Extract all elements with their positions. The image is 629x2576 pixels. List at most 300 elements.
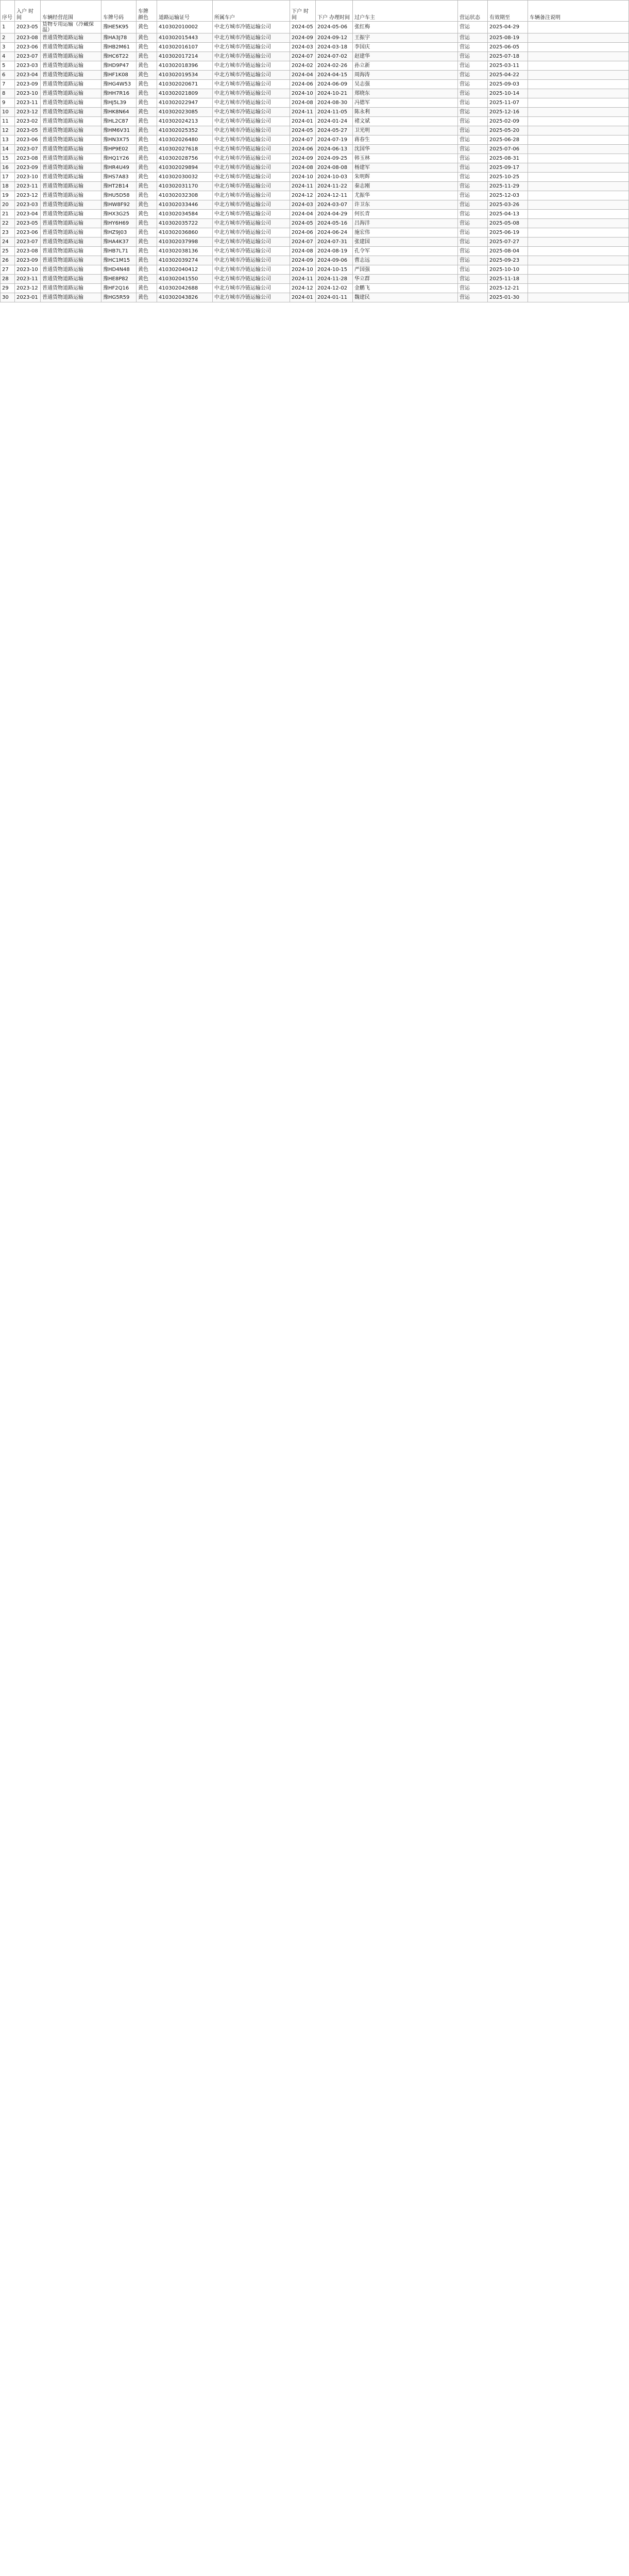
cell-entry-date: 2023-09 <box>15 163 41 173</box>
cell-plate-color: 黄色 <box>137 228 157 238</box>
cell-seq: 8 <box>1 89 15 98</box>
cell-exit-date: 2024-03 <box>290 200 316 210</box>
cell-remark <box>528 89 629 98</box>
col-remark-header: 车辆备注说明 <box>528 1 629 22</box>
cell-seq: 22 <box>1 219 15 228</box>
cell-plate: 豫HJ5L39 <box>101 98 137 108</box>
cell-transport-cert: 410302037998 <box>157 238 213 247</box>
cell-valid-until: 2025-07-18 <box>488 52 528 61</box>
cell-plate: 豫HA4K37 <box>101 238 137 247</box>
cell-exit-process-date: 2024-03-07 <box>316 200 353 210</box>
table-row <box>1 33 629 43</box>
cell-status: 营运 <box>458 228 488 238</box>
cell-transfer-owner: 孙立新 <box>353 61 458 71</box>
cell-plate: 豫HG4W53 <box>101 80 137 89</box>
cell-exit-process-date: 2024-02-26 <box>316 61 353 71</box>
cell-seq: 24 <box>1 238 15 247</box>
cell-owner: 中北方城市冷链运输公司 <box>213 80 290 89</box>
cell-transport-cert: 410302038136 <box>157 247 213 256</box>
cell-plate: 豫HB7L71 <box>101 247 137 256</box>
cell-seq: 10 <box>1 108 15 117</box>
cell-transport-cert: 410302041550 <box>157 275 213 284</box>
cell-plate: 豫HE8P82 <box>101 275 137 284</box>
col-entry-date-header: 入户 时间 <box>15 1 41 22</box>
cell-status: 营运 <box>458 135 488 145</box>
cell-exit-process-date: 2024-12-11 <box>316 191 353 200</box>
cell-entry-date: 2023-10 <box>15 265 41 275</box>
cell-status: 营运 <box>458 210 488 219</box>
table-row <box>1 163 629 173</box>
cell-status: 营运 <box>458 22 488 33</box>
cell-scope: 普通货物道路运输 <box>41 173 101 182</box>
cell-exit-date: 2024-04 <box>290 71 316 80</box>
cell-exit-date: 2024-11 <box>290 108 316 117</box>
cell-status: 营运 <box>458 61 488 71</box>
cell-plate-color: 黄色 <box>137 52 157 61</box>
cell-plate: 豫HB2M61 <box>101 43 137 52</box>
cell-remark <box>528 154 629 163</box>
table-row <box>1 228 629 238</box>
cell-owner: 中北方城市冷链运输公司 <box>213 89 290 98</box>
cell-entry-date: 2023-11 <box>15 275 41 284</box>
cell-plate-color: 黄色 <box>137 173 157 182</box>
cell-owner: 中北方城市冷链运输公司 <box>213 52 290 61</box>
cell-transfer-owner: 郑晓东 <box>353 89 458 98</box>
cell-scope: 普通货物道路运输 <box>41 154 101 163</box>
cell-scope: 普通货物道路运输 <box>41 275 101 284</box>
col-owner-header: 所属车户 <box>213 1 290 22</box>
cell-seq: 1 <box>1 22 15 33</box>
cell-transfer-owner: 朱明辉 <box>353 173 458 182</box>
cell-status: 营运 <box>458 219 488 228</box>
cell-valid-until: 2025-11-29 <box>488 182 528 191</box>
cell-exit-process-date: 2024-06-24 <box>316 228 353 238</box>
cell-transport-cert: 410302025352 <box>157 126 213 135</box>
table-row <box>1 219 629 228</box>
cell-entry-date: 2023-02 <box>15 117 41 126</box>
table-row <box>1 238 629 247</box>
cell-exit-date: 2024-08 <box>290 98 316 108</box>
cell-exit-date: 2024-01 <box>290 293 316 302</box>
cell-plate: 豫HY6H69 <box>101 219 137 228</box>
cell-transfer-owner: 周海涛 <box>353 71 458 80</box>
cell-remark <box>528 182 629 191</box>
cell-scope: 货物专用运输（冷藏保温） <box>41 22 101 33</box>
cell-seq: 26 <box>1 256 15 265</box>
cell-plate-color: 黄色 <box>137 98 157 108</box>
cell-transfer-owner: 严国强 <box>353 265 458 275</box>
cell-status: 营运 <box>458 173 488 182</box>
table-row <box>1 265 629 275</box>
cell-seq: 14 <box>1 145 15 154</box>
cell-transfer-owner: 秦志刚 <box>353 182 458 191</box>
cell-exit-date: 2024-10 <box>290 173 316 182</box>
cell-transport-cert: 410302029894 <box>157 163 213 173</box>
cell-remark <box>528 71 629 80</box>
cell-entry-date: 2023-12 <box>15 191 41 200</box>
cell-valid-until: 2025-12-21 <box>488 284 528 293</box>
cell-owner: 中北方城市冷链运输公司 <box>213 265 290 275</box>
cell-exit-date: 2024-02 <box>290 61 316 71</box>
cell-owner: 中北方城市冷链运输公司 <box>213 43 290 52</box>
cell-seq: 15 <box>1 154 15 163</box>
cell-remark <box>528 98 629 108</box>
cell-owner: 中北方城市冷链运输公司 <box>213 210 290 219</box>
cell-exit-date: 2024-11 <box>290 182 316 191</box>
cell-status: 营运 <box>458 256 488 265</box>
cell-entry-date: 2023-07 <box>15 145 41 154</box>
cell-owner: 中北方城市冷链运输公司 <box>213 117 290 126</box>
cell-owner: 中北方城市冷链运输公司 <box>213 163 290 173</box>
cell-transport-cert: 410302018396 <box>157 61 213 71</box>
cell-entry-date: 2023-08 <box>15 247 41 256</box>
table-row <box>1 210 629 219</box>
cell-seq: 2 <box>1 33 15 43</box>
cell-plate: 豫HR4U49 <box>101 163 137 173</box>
cell-remark <box>528 191 629 200</box>
cell-owner: 中北方城市冷链运输公司 <box>213 154 290 163</box>
cell-remark <box>528 265 629 275</box>
cell-remark <box>528 80 629 89</box>
cell-transport-cert: 410302026480 <box>157 135 213 145</box>
cell-exit-process-date: 2024-09-25 <box>316 154 353 163</box>
cell-entry-date: 2023-06 <box>15 135 41 145</box>
cell-transport-cert: 410302015443 <box>157 33 213 43</box>
cell-plate-color: 黄色 <box>137 219 157 228</box>
cell-seq: 29 <box>1 284 15 293</box>
cell-plate-color: 黄色 <box>137 145 157 154</box>
cell-exit-process-date: 2024-06-09 <box>316 80 353 89</box>
cell-plate-color: 黄色 <box>137 256 157 265</box>
cell-transport-cert: 410302016107 <box>157 43 213 52</box>
cell-exit-date: 2024-01 <box>290 117 316 126</box>
cell-remark <box>528 126 629 135</box>
cell-plate: 豫HF2Q16 <box>101 284 137 293</box>
cell-exit-process-date: 2024-08-08 <box>316 163 353 173</box>
cell-plate: 豫HT2B14 <box>101 182 137 191</box>
cell-scope: 普通货物道路运输 <box>41 200 101 210</box>
cell-plate-color: 黄色 <box>137 33 157 43</box>
cell-remark <box>528 22 629 33</box>
cell-scope: 普通货物道路运输 <box>41 247 101 256</box>
cell-exit-process-date: 2024-01-24 <box>316 117 353 126</box>
cell-exit-process-date: 2024-09-12 <box>316 33 353 43</box>
cell-seq: 4 <box>1 52 15 61</box>
cell-status: 营运 <box>458 247 488 256</box>
cell-scope: 普通货物道路运输 <box>41 219 101 228</box>
table-row <box>1 293 629 302</box>
cell-transport-cert: 410302027618 <box>157 145 213 154</box>
cell-entry-date: 2023-07 <box>15 238 41 247</box>
cell-owner: 中北方城市冷链运输公司 <box>213 182 290 191</box>
cell-scope: 普通货物道路运输 <box>41 256 101 265</box>
table-row <box>1 256 629 265</box>
cell-remark <box>528 210 629 219</box>
cell-remark <box>528 145 629 154</box>
cell-transfer-owner: 蒋春生 <box>353 135 458 145</box>
cell-entry-date: 2023-05 <box>15 22 41 33</box>
col-valid-until-header: 有效期至 <box>488 1 528 22</box>
cell-exit-process-date: 2024-07-02 <box>316 52 353 61</box>
cell-seq: 17 <box>1 173 15 182</box>
cell-transport-cert: 410302043826 <box>157 293 213 302</box>
cell-status: 营运 <box>458 191 488 200</box>
cell-plate: 豫HP9E02 <box>101 145 137 154</box>
cell-scope: 普通货物道路运输 <box>41 43 101 52</box>
cell-valid-until: 2025-02-09 <box>488 117 528 126</box>
cell-plate: 豫HS7A83 <box>101 173 137 182</box>
cell-plate: 豫HU5D58 <box>101 191 137 200</box>
cell-seq: 11 <box>1 117 15 126</box>
cell-valid-until: 2025-08-31 <box>488 154 528 163</box>
cell-owner: 中北方城市冷链运输公司 <box>213 228 290 238</box>
cell-remark <box>528 163 629 173</box>
cell-seq: 13 <box>1 135 15 145</box>
cell-exit-process-date: 2024-09-06 <box>316 256 353 265</box>
cell-entry-date: 2023-05 <box>15 219 41 228</box>
cell-plate-color: 黄色 <box>137 89 157 98</box>
cell-status: 营运 <box>458 265 488 275</box>
vehicle-register-sheet <box>0 0 629 302</box>
cell-valid-until: 2025-04-13 <box>488 210 528 219</box>
table-row <box>1 247 629 256</box>
cell-plate: 豫HD9P47 <box>101 61 137 71</box>
table-row <box>1 173 629 182</box>
cell-plate: 豫HG5R59 <box>101 293 137 302</box>
cell-plate: 豫HF1K08 <box>101 71 137 80</box>
cell-entry-date: 2023-09 <box>15 256 41 265</box>
cell-exit-date: 2024-08 <box>290 163 316 173</box>
cell-valid-until: 2025-11-18 <box>488 275 528 284</box>
cell-status: 营运 <box>458 80 488 89</box>
table-row <box>1 117 629 126</box>
cell-exit-date: 2024-09 <box>290 256 316 265</box>
cell-valid-until: 2025-10-10 <box>488 265 528 275</box>
cell-transport-cert: 410302021809 <box>157 89 213 98</box>
cell-exit-process-date: 2024-01-11 <box>316 293 353 302</box>
cell-exit-date: 2024-12 <box>290 191 316 200</box>
cell-exit-date: 2024-06 <box>290 80 316 89</box>
cell-status: 营运 <box>458 238 488 247</box>
cell-plate-color: 黄色 <box>137 22 157 33</box>
cell-status: 营运 <box>458 293 488 302</box>
cell-plate-color: 黄色 <box>137 275 157 284</box>
cell-scope: 普通货物道路运输 <box>41 33 101 43</box>
cell-scope: 普通货物道路运输 <box>41 135 101 145</box>
cell-valid-until: 2025-05-08 <box>488 219 528 228</box>
cell-exit-date: 2024-05 <box>290 22 316 33</box>
cell-exit-date: 2024-11 <box>290 275 316 284</box>
cell-owner: 中北方城市冷链运输公司 <box>213 173 290 182</box>
cell-transfer-owner: 金鹏飞 <box>353 284 458 293</box>
cell-exit-process-date: 2024-05-27 <box>316 126 353 135</box>
cell-entry-date: 2023-11 <box>15 98 41 108</box>
cell-transport-cert: 410302017214 <box>157 52 213 61</box>
cell-plate: 豫HW8F92 <box>101 200 137 210</box>
cell-exit-date: 2024-07 <box>290 52 316 61</box>
cell-transfer-owner: 许卫东 <box>353 200 458 210</box>
cell-seq: 5 <box>1 61 15 71</box>
cell-status: 营运 <box>458 108 488 117</box>
cell-transport-cert: 410302020671 <box>157 80 213 89</box>
cell-exit-process-date: 2024-11-28 <box>316 275 353 284</box>
cell-exit-process-date: 2024-11-22 <box>316 182 353 191</box>
col-exit-date-header: 下户 时间 <box>290 1 316 22</box>
cell-transport-cert: 410302039274 <box>157 256 213 265</box>
cell-remark <box>528 52 629 61</box>
cell-entry-date: 2023-12 <box>15 284 41 293</box>
cell-plate-color: 黄色 <box>137 238 157 247</box>
cell-plate: 豫HE5K95 <box>101 22 137 33</box>
cell-seq: 28 <box>1 275 15 284</box>
cell-transport-cert: 410302010002 <box>157 22 213 33</box>
cell-valid-until: 2025-08-19 <box>488 33 528 43</box>
cell-entry-date: 2023-10 <box>15 173 41 182</box>
col-plate-header: 车牌号码 <box>101 1 137 22</box>
cell-scope: 普通货物道路运输 <box>41 228 101 238</box>
cell-remark <box>528 33 629 43</box>
cell-seq: 9 <box>1 98 15 108</box>
table-row <box>1 154 629 163</box>
vehicle-register-table <box>0 0 629 302</box>
cell-scope: 普通货物道路运输 <box>41 163 101 173</box>
cell-scope: 普通货物道路运输 <box>41 108 101 117</box>
cell-transport-cert: 410302035722 <box>157 219 213 228</box>
cell-exit-process-date: 2024-06-13 <box>316 145 353 154</box>
cell-valid-until: 2025-09-03 <box>488 80 528 89</box>
cell-scope: 普通货物道路运输 <box>41 191 101 200</box>
cell-remark <box>528 135 629 145</box>
cell-plate: 豫HM6V31 <box>101 126 137 135</box>
cell-plate-color: 黄色 <box>137 210 157 219</box>
cell-owner: 中北方城市冷链运输公司 <box>213 219 290 228</box>
cell-remark <box>528 247 629 256</box>
cell-valid-until: 2025-07-06 <box>488 145 528 154</box>
col-transfer-owner-header: 过户车主 <box>353 1 458 22</box>
cell-valid-until: 2025-06-28 <box>488 135 528 145</box>
cell-exit-process-date: 2024-08-19 <box>316 247 353 256</box>
cell-plate-color: 黄色 <box>137 154 157 163</box>
cell-entry-date: 2023-06 <box>15 228 41 238</box>
cell-exit-date: 2024-09 <box>290 154 316 163</box>
cell-entry-date: 2023-01 <box>15 293 41 302</box>
cell-transport-cert: 410302024213 <box>157 117 213 126</box>
cell-status: 营运 <box>458 52 488 61</box>
cell-transfer-owner: 沈国华 <box>353 145 458 154</box>
cell-status: 营运 <box>458 200 488 210</box>
cell-status: 营运 <box>458 163 488 173</box>
cell-transfer-owner: 张建国 <box>353 238 458 247</box>
cell-remark <box>528 275 629 284</box>
table-row <box>1 80 629 89</box>
cell-transfer-owner: 褚文斌 <box>353 117 458 126</box>
cell-transfer-owner: 李国庆 <box>353 43 458 52</box>
table-row <box>1 108 629 117</box>
cell-transport-cert: 410302019534 <box>157 71 213 80</box>
cell-seq: 21 <box>1 210 15 219</box>
cell-plate-color: 黄色 <box>137 126 157 135</box>
cell-owner: 中北方城市冷链运输公司 <box>213 284 290 293</box>
cell-valid-until: 2025-01-30 <box>488 293 528 302</box>
cell-transport-cert: 410302028756 <box>157 154 213 163</box>
cell-transfer-owner: 施宏伟 <box>353 228 458 238</box>
cell-valid-until: 2025-09-23 <box>488 256 528 265</box>
col-status-header: 营运状态 <box>458 1 488 22</box>
cell-scope: 普通货物道路运输 <box>41 145 101 154</box>
cell-valid-until: 2025-08-04 <box>488 247 528 256</box>
cell-transfer-owner: 吴志强 <box>353 80 458 89</box>
cell-owner: 中北方城市冷链运输公司 <box>213 98 290 108</box>
cell-plate: 豫HH7R16 <box>101 89 137 98</box>
cell-plate: 豫HC1M15 <box>101 256 137 265</box>
cell-valid-until: 2025-04-22 <box>488 71 528 80</box>
col-exit-process-date-header: 下户 办理时间 <box>316 1 353 22</box>
cell-plate-color: 黄色 <box>137 191 157 200</box>
cell-exit-process-date: 2024-08-30 <box>316 98 353 108</box>
cell-valid-until: 2025-06-05 <box>488 43 528 52</box>
cell-scope: 普通货物道路运输 <box>41 238 101 247</box>
cell-status: 营运 <box>458 33 488 43</box>
cell-entry-date: 2023-08 <box>15 33 41 43</box>
cell-exit-date: 2024-09 <box>290 33 316 43</box>
cell-exit-process-date: 2024-03-18 <box>316 43 353 52</box>
cell-plate: 豫HD4N48 <box>101 265 137 275</box>
cell-plate-color: 黄色 <box>137 200 157 210</box>
cell-entry-date: 2023-03 <box>15 200 41 210</box>
cell-remark <box>528 228 629 238</box>
cell-owner: 中北方城市冷链运输公司 <box>213 71 290 80</box>
cell-transport-cert: 410302033446 <box>157 200 213 210</box>
cell-transfer-owner: 尤振华 <box>353 191 458 200</box>
cell-seq: 12 <box>1 126 15 135</box>
cell-valid-until: 2025-11-07 <box>488 98 528 108</box>
cell-seq: 16 <box>1 163 15 173</box>
cell-exit-process-date: 2024-05-06 <box>316 22 353 33</box>
cell-seq: 6 <box>1 71 15 80</box>
cell-scope: 普通货物道路运输 <box>41 61 101 71</box>
cell-exit-process-date: 2024-07-19 <box>316 135 353 145</box>
cell-exit-date: 2024-04 <box>290 210 316 219</box>
cell-plate-color: 黄色 <box>137 71 157 80</box>
cell-plate-color: 黄色 <box>137 43 157 52</box>
cell-remark <box>528 293 629 302</box>
cell-scope: 普通货物道路运输 <box>41 98 101 108</box>
cell-owner: 中北方城市冷链运输公司 <box>213 191 290 200</box>
cell-plate-color: 黄色 <box>137 61 157 71</box>
cell-plate: 豫HL2C87 <box>101 117 137 126</box>
cell-transfer-owner: 韩玉林 <box>353 154 458 163</box>
cell-transfer-owner: 冯德军 <box>353 98 458 108</box>
cell-exit-process-date: 2024-10-03 <box>316 173 353 182</box>
cell-exit-date: 2024-07 <box>290 238 316 247</box>
cell-owner: 中北方城市冷链运输公司 <box>213 200 290 210</box>
cell-seq: 23 <box>1 228 15 238</box>
cell-valid-until: 2025-10-14 <box>488 89 528 98</box>
table-row <box>1 191 629 200</box>
cell-scope: 普通货物道路运输 <box>41 182 101 191</box>
cell-transport-cert: 410302032308 <box>157 191 213 200</box>
cell-exit-date: 2024-07 <box>290 135 316 145</box>
cell-exit-date: 2024-08 <box>290 247 316 256</box>
cell-seq: 25 <box>1 247 15 256</box>
table-row <box>1 126 629 135</box>
table-row <box>1 98 629 108</box>
cell-plate: 豫HC6T22 <box>101 52 137 61</box>
table-row <box>1 145 629 154</box>
cell-exit-process-date: 2024-12-02 <box>316 284 353 293</box>
cell-plate: 豫HZ9J03 <box>101 228 137 238</box>
cell-scope: 普通货物道路运输 <box>41 89 101 98</box>
